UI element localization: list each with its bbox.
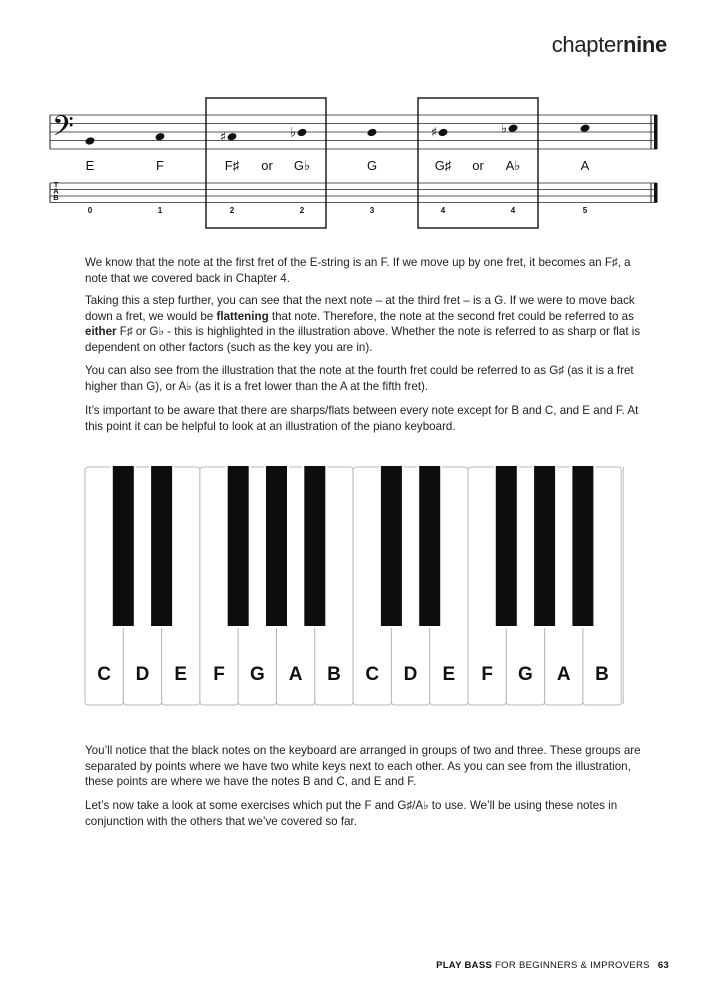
white-key-label: A xyxy=(556,664,571,685)
fret-number: 2 xyxy=(229,206,235,215)
paragraph-1: We know that the note at the first fret of the E-string is an F. If we move up by one fret, it becomes an F♯, a note that we covered back in Chapter 4. xyxy=(85,256,631,285)
white-key-label: D xyxy=(403,664,418,685)
white-key-label: B xyxy=(327,664,341,685)
paragraph-6: Let’s now take a look at some exercises which put the F and G♯/A♭ to use. We’ll be using these notes in conjunction with the others that we’ve covered so far. xyxy=(85,799,618,828)
black-key xyxy=(572,466,593,626)
tab-clef-letter: A xyxy=(53,186,59,196)
paragraph-3: You can also see from the illustration that the note at the fourth fret could be referred to as G♯ (as it is a fret higher than G), or A♭ (as it is a fret lower than the A at the fifth fret). xyxy=(85,364,634,393)
page-number: 63 xyxy=(657,960,669,971)
book-title: PLAY BASS xyxy=(436,960,493,971)
notehead xyxy=(227,132,238,142)
tab-clef-letter: B xyxy=(53,193,59,202)
note-or-label: or xyxy=(472,158,484,173)
tab-end-thick-bar xyxy=(654,183,658,203)
white-key-label: A xyxy=(288,664,303,685)
fret-number: 4 xyxy=(440,206,446,215)
note-name: E xyxy=(85,158,95,173)
paragraph-4: It’s important to be aware that there are sharps/flats between every note except for B and C, and E and F. At this point it can be helpful to look at an illustration of the piano keyboard. xyxy=(85,404,639,433)
flat-sign-icon: ♭ xyxy=(289,125,297,141)
black-key xyxy=(304,466,325,626)
black-key xyxy=(381,466,402,626)
white-key-label: C xyxy=(365,664,380,685)
staff-end-thick-bar xyxy=(654,115,658,149)
flat-sign-icon: ♭ xyxy=(500,121,508,137)
black-key xyxy=(266,466,287,626)
note-name-flat: A♭ xyxy=(505,158,521,173)
black-key xyxy=(496,466,517,626)
black-key xyxy=(534,466,555,626)
note-name: F xyxy=(156,158,164,173)
bass-notation-tab xyxy=(45,95,665,230)
notehead xyxy=(438,128,449,138)
sharp-sign-icon: ♯ xyxy=(430,125,438,141)
black-key xyxy=(419,466,440,626)
black-key xyxy=(228,466,249,626)
piano-keyboard xyxy=(83,466,629,708)
tab-clef-letter: T xyxy=(53,180,59,189)
notehead xyxy=(297,128,308,138)
white-key-label: B xyxy=(595,664,609,685)
white-key-label: G xyxy=(518,664,533,685)
white-key-label: G xyxy=(249,664,265,685)
chapter-heading xyxy=(552,32,667,58)
white-key-label: F xyxy=(481,664,493,685)
notehead xyxy=(367,128,378,138)
white-key-label: D xyxy=(135,664,150,685)
chapter-word: nine xyxy=(622,32,667,57)
black-key xyxy=(151,466,172,626)
white-key-label: E xyxy=(442,664,456,685)
fret-number: 0 xyxy=(87,206,93,215)
white-key-label: C xyxy=(97,664,112,685)
note-name: G xyxy=(366,158,378,173)
book-subtitle: FOR BEGINNERS & IMPROVERS xyxy=(495,960,650,971)
note-name: A xyxy=(580,158,590,173)
note-name-flat: G♭ xyxy=(293,158,311,173)
fret-number: 4 xyxy=(510,206,516,215)
notehead xyxy=(580,123,591,133)
fret-number: 2 xyxy=(299,206,305,215)
fret-number: 5 xyxy=(582,206,588,215)
paragraph-2: Taking this a step further, you can see that the next note – at the third fret – is a G. If we were to move back down a fret, we would be flattening that note. Therefore, the note at the second fret could be referred to as either F♯ or G♭ - this is highlighted in the illustration above. Whether the note is referred to as sharp or flat is dependent on other factors (such as the key you are in). xyxy=(85,294,641,354)
black-key xyxy=(113,466,134,626)
bass-clef-icon: 𝄢 xyxy=(52,110,74,150)
notehead xyxy=(155,132,166,142)
notehead xyxy=(85,136,96,146)
bold-flattening: flattening xyxy=(216,309,269,323)
note-name-sharp: F♯ xyxy=(224,158,240,173)
fret-number: 1 xyxy=(157,206,163,215)
paragraph-5: You’ll notice that the black notes on the keyboard are arranged in groups of two and three. These groups are separated by points where we have two white keys next to each other. As you can see from the illustration, these points are where we have the notes B and C, and E and F. xyxy=(85,744,641,789)
fret-number: 3 xyxy=(369,206,375,215)
note-name-sharp: G♯ xyxy=(434,158,452,173)
notehead xyxy=(508,123,519,133)
page-footer xyxy=(436,960,669,971)
note-or-label: or xyxy=(261,158,273,173)
chapter-prefix: chapter xyxy=(551,32,623,57)
sharp-sign-icon: ♯ xyxy=(219,129,227,145)
white-key-label: E xyxy=(174,664,188,685)
bold-either: either xyxy=(85,325,117,339)
white-key-label: F xyxy=(213,664,225,685)
